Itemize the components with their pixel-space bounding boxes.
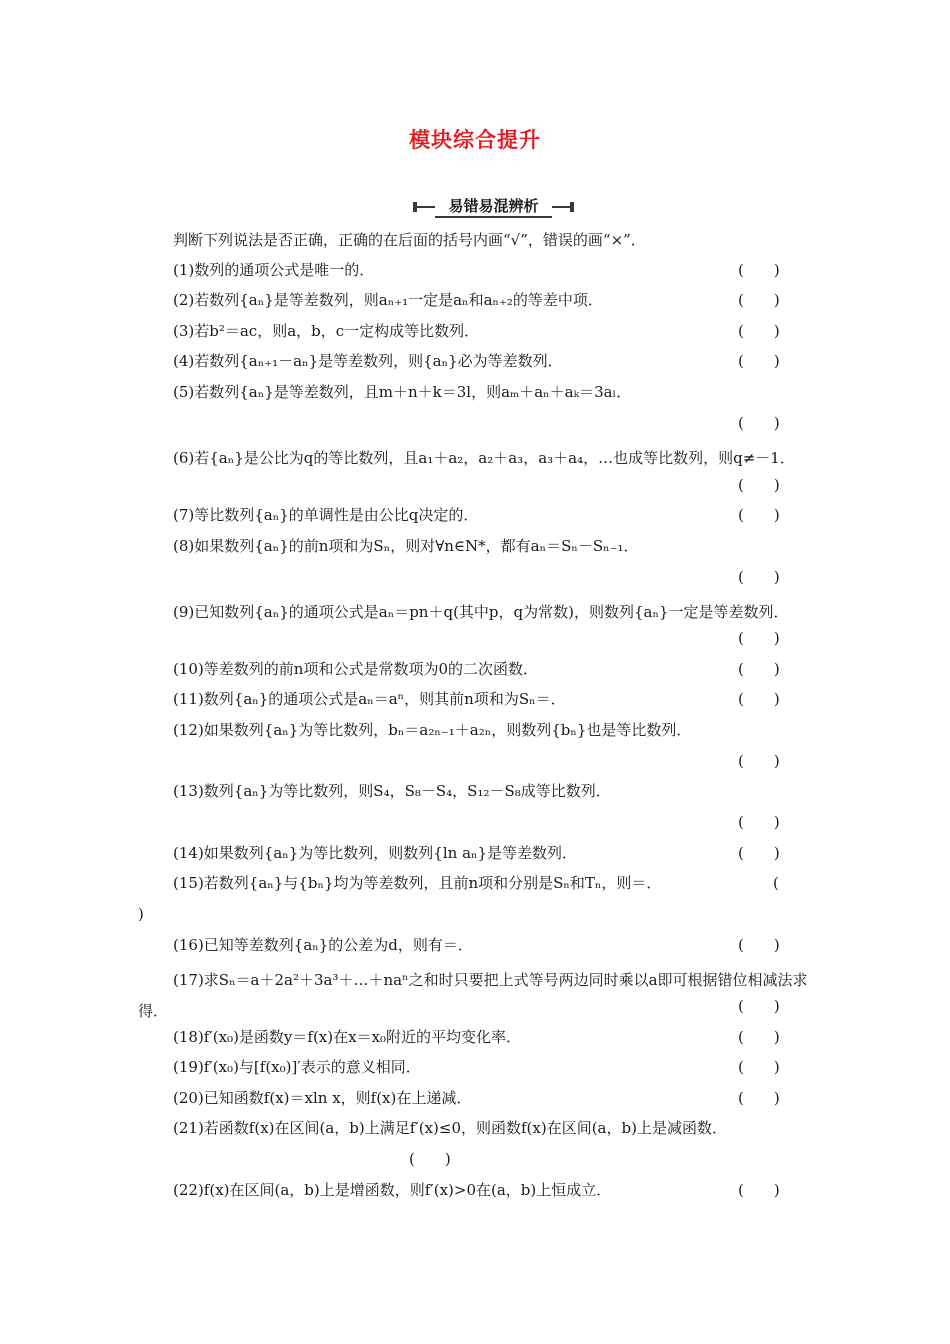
page-title: 模块综合提升 [409, 128, 541, 152]
item-2: (2)若数列{aₙ}是等差数列，则aₙ₊₁一定是aₙ和aₙ₊₂的等差中项． [173, 291, 603, 309]
answer-blank[interactable]: ( ) [738, 1028, 780, 1046]
answer-blank[interactable]: ( ) [738, 1058, 780, 1076]
item-21: (21)若函数f(x)在区间(a，b)上满足f′(x)≤0，则函数f(x)在区间(a，b)上是减函数． [173, 1119, 727, 1137]
answer-blank[interactable]: ( ) [738, 1089, 780, 1107]
item-17: (17)求Sₙ＝a＋2a²＋3a³＋…＋naⁿ之和时只要把上式等号两边同时乘以a即可根据错位相减法求得． [138, 971, 808, 1020]
answer-blank[interactable]: ( ) [738, 291, 780, 309]
item-9: (9)已知数列{aₙ}的通项公式是aₙ＝pn＋q(其中p，q为常数)，则数列{aₙ}一定是等差数列． [173, 603, 789, 621]
item-7: (7)等比数列{aₙ}的单调性是由公比q决定的． [173, 506, 479, 524]
item-5: (5)若数列{aₙ}是等差数列，且m＋n＋k＝3l，则aₘ＋aₙ＋aₖ＝3aₗ． [173, 383, 632, 401]
item-19: (19)f′(x₀)与[f(x₀)]′表示的意义相同． [173, 1058, 421, 1076]
answer-blank[interactable]: ( ) [738, 506, 780, 524]
item-13: (13)数列{aₙ}为等比数列，则S₄，S₈－S₄，S₁₂－S₈成等比数列． [173, 782, 611, 800]
answer-blank[interactable]: ( ) [738, 813, 780, 831]
item-18: (18)f′(x₀)是函数y＝f(x)在x＝x₀附近的平均变化率． [173, 1028, 522, 1046]
item-8: (8)如果数列{aₙ}的前n项和为Sₙ，则对∀n∈N*，都有aₙ＝Sₙ－Sₙ₋₁． [173, 537, 639, 555]
item-6 [138, 443, 818, 474]
answer-blank[interactable]: ( ) [738, 629, 780, 647]
answer-blank[interactable]: ( ) [738, 322, 780, 340]
banner-right-cap [570, 202, 574, 212]
answer-blank[interactable]: ( ) [738, 752, 780, 770]
intro-text: 判断下列说法是否正确，正确的在后面的括号内画“√”，错误的画“×”． [173, 231, 646, 249]
item-20: (20)已知函数f(x)＝xln x，则f(x)在上递减． [173, 1089, 472, 1107]
answer-blank[interactable]: ( ) [738, 660, 780, 678]
answer-blank-close[interactable]: ) [138, 905, 144, 923]
section-banner [413, 196, 574, 218]
answer-blank[interactable]: ( ) [738, 476, 780, 494]
item-12: (12)如果数列{aₙ}为等比数列，bₙ＝a₂ₙ₋₁＋a₂ₙ，则数列{bₙ}也是等比数列． [173, 721, 692, 739]
answer-blank[interactable]: ( ) [738, 261, 780, 279]
item-16: (16)已知等差数列{aₙ}的公差为d，则有＝． [173, 936, 473, 954]
answer-blank[interactable]: ( ) [738, 997, 780, 1015]
item-14: (14)如果数列{aₙ}为等比数列，则数列{ln aₙ}是等差数列． [173, 844, 578, 862]
item-6-text: (6)若{aₙ}是公比为q的等比数列，且a₁＋a₂，a₂＋a₃，a₃＋a₄，…也成等比数列，则q≠－1． [173, 449, 795, 467]
answer-blank[interactable]: ( ) [738, 352, 780, 370]
answer-blank[interactable]: ( ) [738, 936, 780, 954]
item-15: (15)若数列{aₙ}与{bₙ}均为等差数列，且前n项和分别是Sₙ和Tₙ，则＝． [173, 874, 662, 892]
item-11: (11)数列{aₙ}的通项公式是aₙ＝aⁿ，则其前n项和为Sₙ＝． [173, 690, 566, 708]
item-4: (4)若数列{aₙ₊₁－aₙ}是等差数列，则{aₙ}必为等差数列． [173, 352, 563, 370]
item-22: (22)f(x)在区间(a，b)上是增函数，则f′(x)>0在(a，b)上恒成立． [173, 1181, 612, 1199]
item-10: (10)等差数列的前n项和公式是常数项为0的二次函数． [173, 660, 538, 678]
answer-blank[interactable]: ( ) [409, 1150, 451, 1168]
section-heading: 易错易混辨析 [435, 196, 552, 218]
item-1: (1)数列的通项公式是唯一的． [173, 261, 375, 279]
banner-left-rule [413, 206, 435, 208]
item-3: (3)若b²＝ac，则a，b，c一定构成等比数列． [173, 322, 480, 340]
answer-blank[interactable]: ( ) [738, 690, 780, 708]
answer-blank[interactable]: ( ) [738, 568, 780, 586]
answer-blank[interactable]: ( ) [738, 844, 780, 862]
answer-blank-open[interactable]: ( [773, 874, 779, 892]
answer-blank[interactable]: ( ) [738, 1181, 780, 1199]
answer-blank[interactable]: ( ) [738, 414, 780, 432]
